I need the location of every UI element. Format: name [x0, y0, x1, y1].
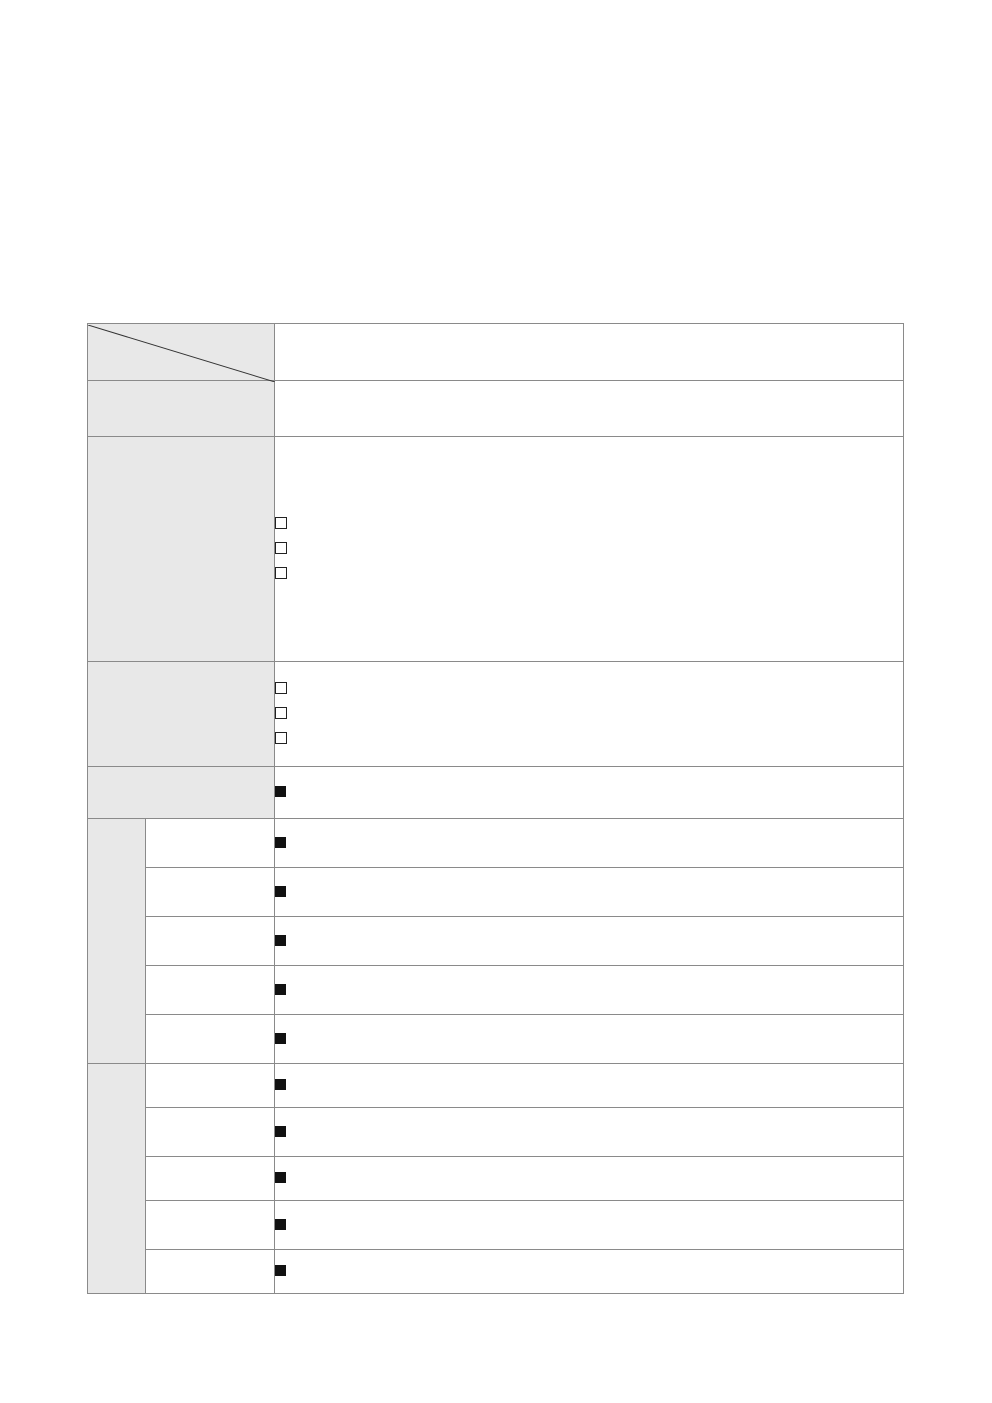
bullet-icon — [275, 1126, 286, 1137]
field-value — [275, 324, 904, 381]
checkbox-icon — [275, 517, 287, 529]
color-bar-segment — [87, 226, 293, 238]
contact-value — [275, 1250, 904, 1294]
color-bar-segment — [293, 226, 499, 238]
application-period-label — [146, 1064, 275, 1108]
checkbox-icon — [275, 682, 287, 694]
contact-label — [146, 1250, 275, 1294]
diagonal-line — [88, 325, 275, 382]
work-place-value — [275, 917, 904, 966]
checkbox-icon — [275, 542, 287, 554]
note-label — [146, 1015, 275, 1064]
age-value — [275, 767, 904, 819]
document-pass-label — [146, 1108, 275, 1157]
color-bar-segment — [499, 96, 705, 108]
duty-item — [275, 702, 903, 727]
duty-label — [88, 662, 275, 767]
header-diagonal-cell — [88, 324, 275, 381]
bullet-icon — [275, 886, 286, 897]
color-bar-bottom — [87, 226, 910, 238]
color-bar-top — [87, 96, 910, 108]
work-conditions-label — [88, 819, 146, 1064]
bullet-icon — [275, 1172, 286, 1183]
interview-label — [146, 1157, 275, 1201]
color-bar-segment — [293, 96, 499, 108]
bullet-icon — [275, 1079, 286, 1090]
insurance-value — [275, 966, 904, 1015]
bullet-icon — [275, 935, 286, 946]
bullet-icon — [275, 837, 286, 848]
schedule-label — [88, 1064, 146, 1294]
application-period-value — [275, 1064, 904, 1108]
document-pass-value — [275, 1108, 904, 1157]
color-bar-segment — [704, 96, 910, 108]
qualification-item — [275, 537, 903, 562]
bullet-icon — [275, 1265, 286, 1276]
bullet-icon — [275, 786, 286, 797]
salary-value — [275, 819, 904, 868]
bullet-icon — [275, 1033, 286, 1044]
age-label — [88, 767, 275, 819]
duty-item — [275, 677, 903, 702]
note-value — [275, 1015, 904, 1064]
salary-label — [146, 819, 275, 868]
bullet-icon — [275, 984, 286, 995]
bullet-icon — [275, 1219, 286, 1230]
rank-label — [88, 381, 275, 437]
duty-item — [275, 727, 903, 752]
work-place-label — [146, 917, 275, 966]
qualification-item — [275, 512, 903, 537]
final-pass-value — [275, 1201, 904, 1250]
rank-value — [275, 381, 904, 437]
recruitment-table — [87, 323, 904, 1294]
duty-list — [275, 662, 904, 767]
checkbox-icon — [275, 732, 287, 744]
qualification-item — [275, 562, 903, 587]
interview-value — [275, 1157, 904, 1201]
work-hours-label — [146, 868, 275, 917]
checkbox-icon — [275, 707, 287, 719]
final-pass-label — [146, 1201, 275, 1250]
color-bar-segment — [704, 226, 910, 238]
insurance-label — [146, 966, 275, 1015]
color-bar-segment — [87, 96, 293, 108]
color-bar-segment — [499, 226, 705, 238]
qualification-list — [275, 437, 904, 662]
checkbox-icon — [275, 567, 287, 579]
qualification-label — [88, 437, 275, 662]
work-hours-value — [275, 868, 904, 917]
